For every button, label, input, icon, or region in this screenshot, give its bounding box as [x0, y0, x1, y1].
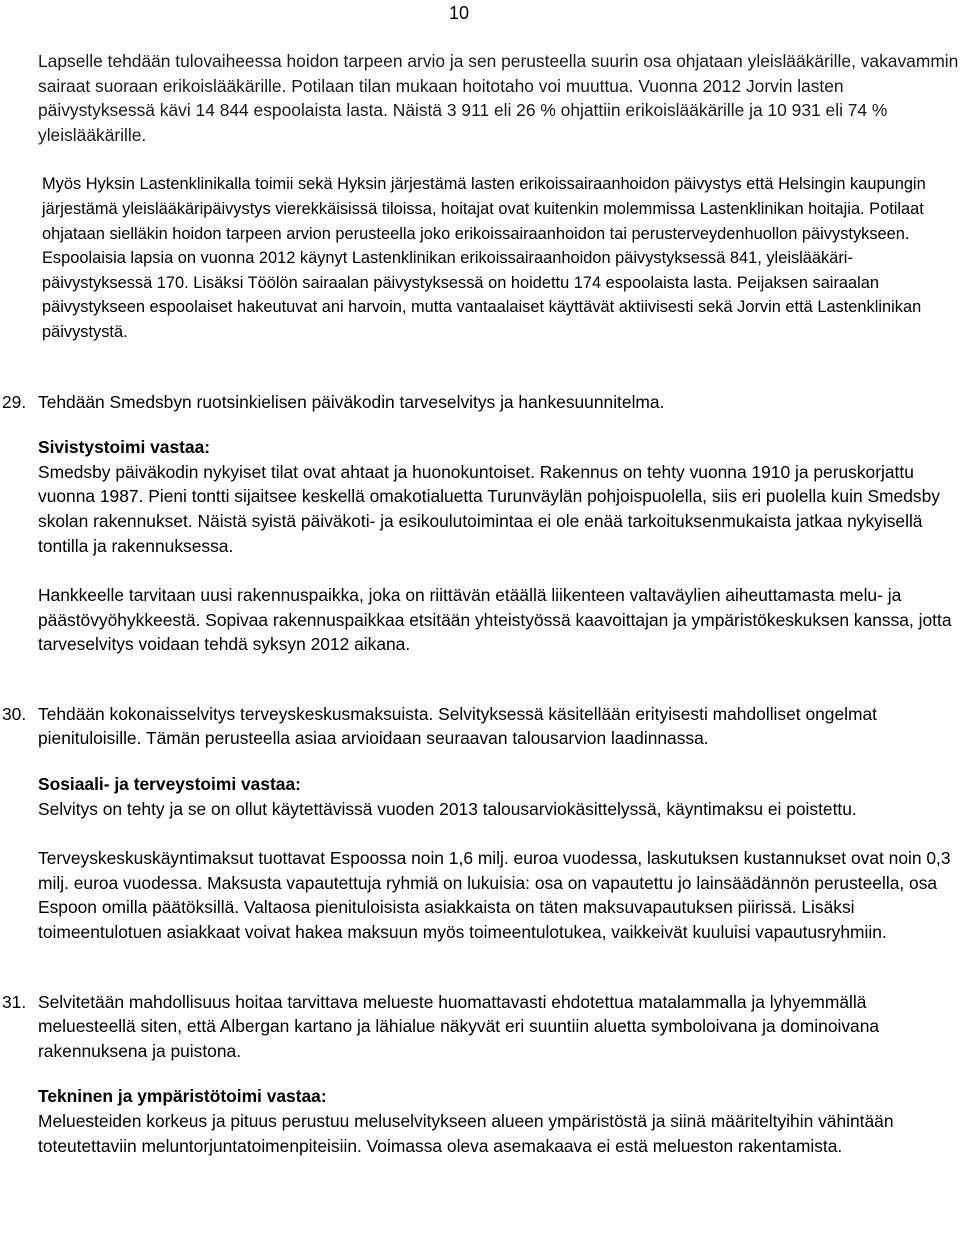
page-content	[2, 49, 960, 1158]
intro-paragraph: Lapselle tehdään tulovaiheessa hoidon tarpeen arvio ja sen perusteella suurin osa ohjataan yleislääkärille, vakavammin sairaat suoraan erikoislääkärille. Potilaan tilan mukaan hoitotaho voi muuttua. Vuonna 2012 Jorvin lasten päivystyksessä kävi 14 844 espoolaista lasta. Näistä 3 911 eli 26 % ohjattiin erikoislääkärille ja 10 931 eli 74 % yleislääkärille.	[38, 51, 959, 145]
response-paragraph: Hankkeelle tarvitaan uusi rakennuspaikka, joka on riittävän etäällä liikenteen valtaväylien aiheuttamasta melu- ja päästövyöhykkeestä. Sopivaa rakennuspaikkaa etsitään yhteistyössä kaavoittajan ja ympäristökeskuksen kanssa, jotta tarveselvitys voidaan tehdä syksyn 2012 aikana.	[38, 585, 952, 655]
item-statement: Selvitetään mahdollisuus hoitaa tarvittava melueste huomattavasti ehdotettua matalammalla ja lyhyemmällä meluesteellä siten, että Albergan kartano ja lähialue näkyvät eri suuntiin aluetta symboloivana ja dominoivana rakennuksena ja puistona.	[38, 991, 880, 1061]
item-29	[2, 390, 960, 657]
response-title: Tekninen ja ympäristötoimi vastaa:	[38, 1086, 327, 1107]
item-31	[2, 990, 960, 1159]
item-statement: Tehdään kokonaisselvitys terveyskeskusmaksuista. Selvityksessä käsitellään erityisesti mahdolliset ongelmat pienituloisille. Tämän perusteella asiaa arvioidaan seuraavan talousarvion laadinnassa.	[38, 703, 877, 749]
response-paragraph: Terveyskeskuskäyntimaksut tuottavat Espoossa noin 1,6 milj. euroa vuodessa, laskutuksen kustannukset ovat noin 0,3 milj. euroa vuodessa. Maksusta vapautettuja ryhmiä on lukuisia: osa on vapautettu jo lainsäädännön perusteella, osa Espoon omilla päätöksillä. Valtaosa pienituloisista asiakkaista on täten maksuvapautuksen piirissä. Lisäksi toimeentulotuen asiakkaat voivat hakea maksuun myös toimeentulotukea, vaikkeivät kuuluisi vapautusryhmiin.	[38, 848, 951, 943]
response-paragraph: Selvitys on tehty ja se on ollut käytettävissä vuoden 2013 talousarviokäsittelyssä, käyntimaksu ei poistettu.	[38, 798, 857, 819]
response-paragraph: Smedsby päiväkodin nykyiset tilat ovat ahtaat ja huonokuntoiset. Rakennus on tehty vuonna 1910 ja peruskorjattu vuonna 1987. Pieni tontti sijaitsee keskellä omakotialuetta Turunväylän pohjoispuolella, siis eri puolella kuin Smedsby skolan rakennukset. Näistä syistä päiväkoti- ja esikoulutoimintaa ei ole enää tarkoituksenmukaista jatkaa nykyisellä tontilla ja rakennuksessa.	[38, 461, 940, 556]
item-statement: Tehdään Smedsbyn ruotsinkielisen päiväkodin tarveselvitys ja hankesuunnitelma.	[38, 391, 665, 412]
item-number: 30.	[2, 703, 27, 724]
item-30	[2, 702, 960, 945]
response-paragraph: Meluesteiden korkeus ja pituus perustuu meluselvitykseen alueen ympäristöstä ja siinä määriteltyihin vähintään toteutettaviin meluntorjuntatoimenpiteisiin. Voimassa oleva asemakaava ei estä melueston rakentamista.	[38, 1111, 894, 1156]
page-number: 10	[449, 3, 470, 23]
item-number: 29.	[2, 391, 27, 412]
response-title: Sosiaali- ja terveystoimi vastaa:	[38, 774, 301, 795]
item-number: 31.	[2, 991, 27, 1012]
response-title: Sivistystoimi vastaa:	[38, 437, 211, 458]
quoted-paragraph: Myös Hyksin Lastenklinikalla toimii sekä Hyksin järjestämä lasten erikoissairaanhoidon päivystys että Helsingin kaupungin järjestämä yleislääkäripäivystys vierekkäisissä tiloissa, hoitajat ovat kuitenkin molemmissa Lastenklinikan hoitajia. Potilaat ohjataan sielläkin hoidon tarpeen arvion perusteella joko erikoissairaanhoidon tai perusterveydenhuollon päivystykseen. Espoolaisia lapsia on vuonna 2012 käynyt Lastenklinikan erikoissairaanhoidon päivystyksessä 841, yleislääkäri-päivystyksessä 170. Lisäksi Töölön sairaalan päivystyksessä on hoidettu 174 espoolaista lasta. Peijaksen sairaalan päivystykseen espoolaiset hakeutuvat ani harvoin, mutta vantaalaiset käyttävät aktiivisesti sekä Jorvin että Lastenklinikan päivystystä.	[42, 175, 926, 341]
